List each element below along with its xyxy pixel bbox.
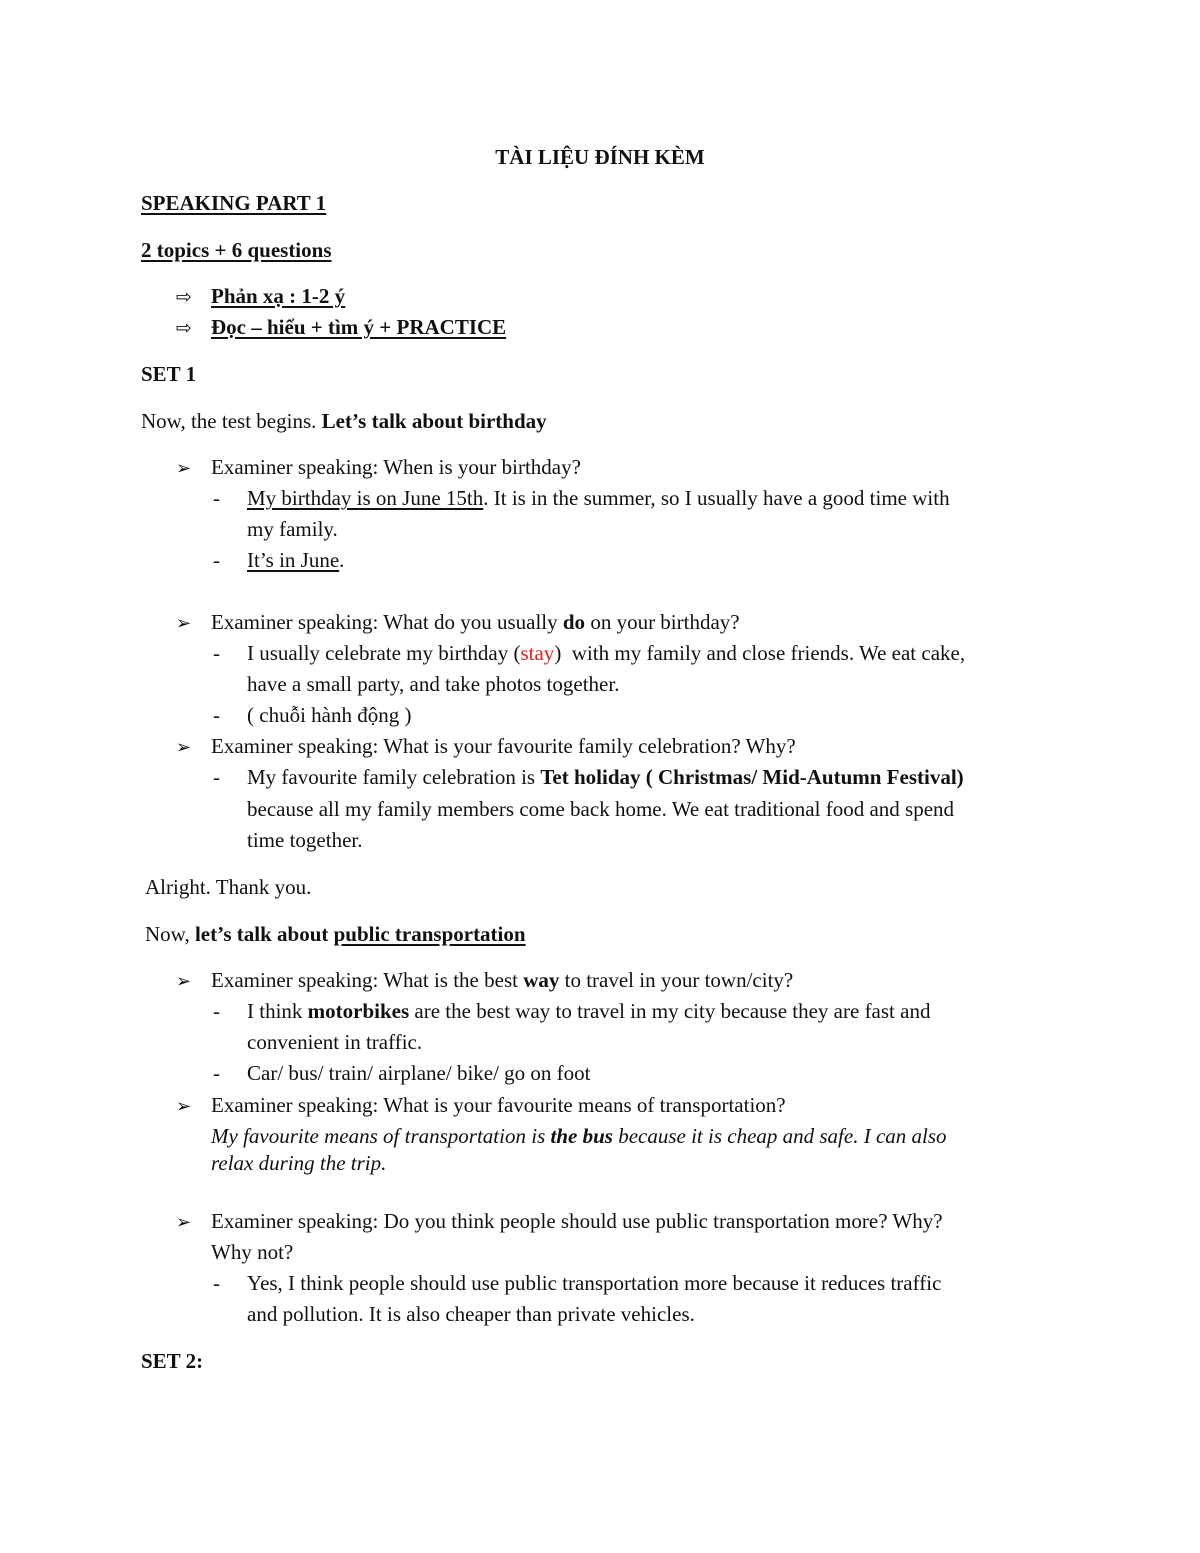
triangle-bullet-icon: ➢: [176, 737, 192, 758]
tip-text: Đọc – hiểu + tìm ý + PRACTICE: [211, 315, 507, 339]
answer-text-continued: because all my family members come back home. We eat traditional food and spend: [247, 797, 955, 821]
answer-dash: -: [213, 1271, 220, 1295]
tip-item: [176, 312, 192, 344]
topic-intro: Now, the test begins. Let’s talk about birthday: [141, 409, 547, 433]
question-bullet: [176, 965, 191, 997]
answer-text-continued: my family.: [247, 517, 338, 541]
tip-item: [176, 281, 192, 313]
question-text-continued: Why not?: [211, 1240, 294, 1264]
triangle-bullet-icon: ➢: [176, 458, 192, 479]
highlighted-word: stay: [520, 641, 555, 665]
question-text: Examiner speaking: When is your birthday?: [211, 455, 581, 479]
answer-text: It’s in June.: [247, 548, 345, 572]
answer-text: Yes, I think people should use public transportation more because it reduces traffic: [247, 1271, 942, 1295]
answer-dash: -: [213, 548, 220, 572]
triangle-bullet-icon: ➢: [176, 971, 192, 992]
answer-text-italic: My favourite means of transportation is the bus because it is cheap and safe. I can also: [211, 1124, 947, 1148]
answer-text-italic-continued: relax during the trip.: [211, 1151, 387, 1175]
answer-dash: -: [213, 999, 220, 1023]
triangle-bullet-icon: ➢: [176, 1096, 192, 1117]
answer-text-continued: have a small party, and take photos together.: [247, 672, 620, 696]
section-heading: [141, 188, 326, 219]
question-text: Examiner speaking: What is the best way to travel in your town/city?: [211, 968, 794, 992]
set-label: SET 1: [141, 362, 197, 386]
answer-dash: -: [213, 641, 220, 665]
answer-text: ( chuỗi hành động ): [247, 703, 412, 727]
set-label: SET 2:: [141, 1349, 204, 1373]
question-bullet: [176, 731, 191, 763]
subheading-text: 2 topics + 6 questions: [141, 238, 332, 262]
question-text: Examiner speaking: What is your favourite family celebration? Why?: [211, 734, 796, 758]
question-text: Examiner speaking: What is your favourite means of transportation?: [211, 1093, 786, 1117]
answer-text: My birthday is on June 15th. It is in the summer, so I usually have a good time with: [247, 486, 950, 510]
question-bullet: [176, 1090, 191, 1122]
arrow-icon: ⇨: [176, 317, 192, 339]
subheading: [141, 235, 332, 266]
answer-text: I think motorbikes are the best way to travel in my city because they are fast and: [247, 999, 931, 1023]
question-bullet: [176, 1206, 191, 1238]
answer-dash: -: [213, 486, 220, 510]
question-bullet: [176, 452, 191, 484]
answer-dash: -: [213, 765, 220, 789]
question-text: Examiner speaking: What do you usually do on your birthday?: [211, 610, 740, 634]
arrow-icon: ⇨: [176, 286, 192, 308]
answer-text-continued: time together.: [247, 828, 363, 852]
answer-dash: -: [213, 1061, 220, 1085]
document-title: [0, 142, 1200, 173]
question-text: Examiner speaking: Do you think people should use public transportation more? Why?: [211, 1209, 943, 1233]
answer-dash: -: [213, 703, 220, 727]
heading-text: SPEAKING PART 1: [141, 191, 327, 215]
triangle-bullet-icon: ➢: [176, 1212, 192, 1233]
topic-intro: Now, let’s talk about public transportation: [145, 922, 526, 946]
title-text: TÀI LIỆU ĐÍNH KÈM: [495, 145, 705, 169]
answer-text: My favourite family celebration is Tet holiday ( Christmas/ Mid-Autumn Festival): [247, 765, 964, 789]
triangle-bullet-icon: ➢: [176, 613, 192, 634]
answer-text: Car/ bus/ train/ airplane/ bike/ go on foot: [247, 1061, 591, 1085]
tip-text: Phản xạ : 1-2 ý: [211, 284, 346, 308]
answer-text-continued: convenient in traffic.: [247, 1030, 423, 1054]
question-bullet: [176, 607, 191, 639]
closing-line: Alright. Thank you.: [145, 875, 312, 899]
answer-text: I usually celebrate my birthday (stay) with my family and close friends. We eat cake,: [247, 641, 966, 665]
answer-text-continued: and pollution. It is also cheaper than private vehicles.: [247, 1302, 695, 1326]
